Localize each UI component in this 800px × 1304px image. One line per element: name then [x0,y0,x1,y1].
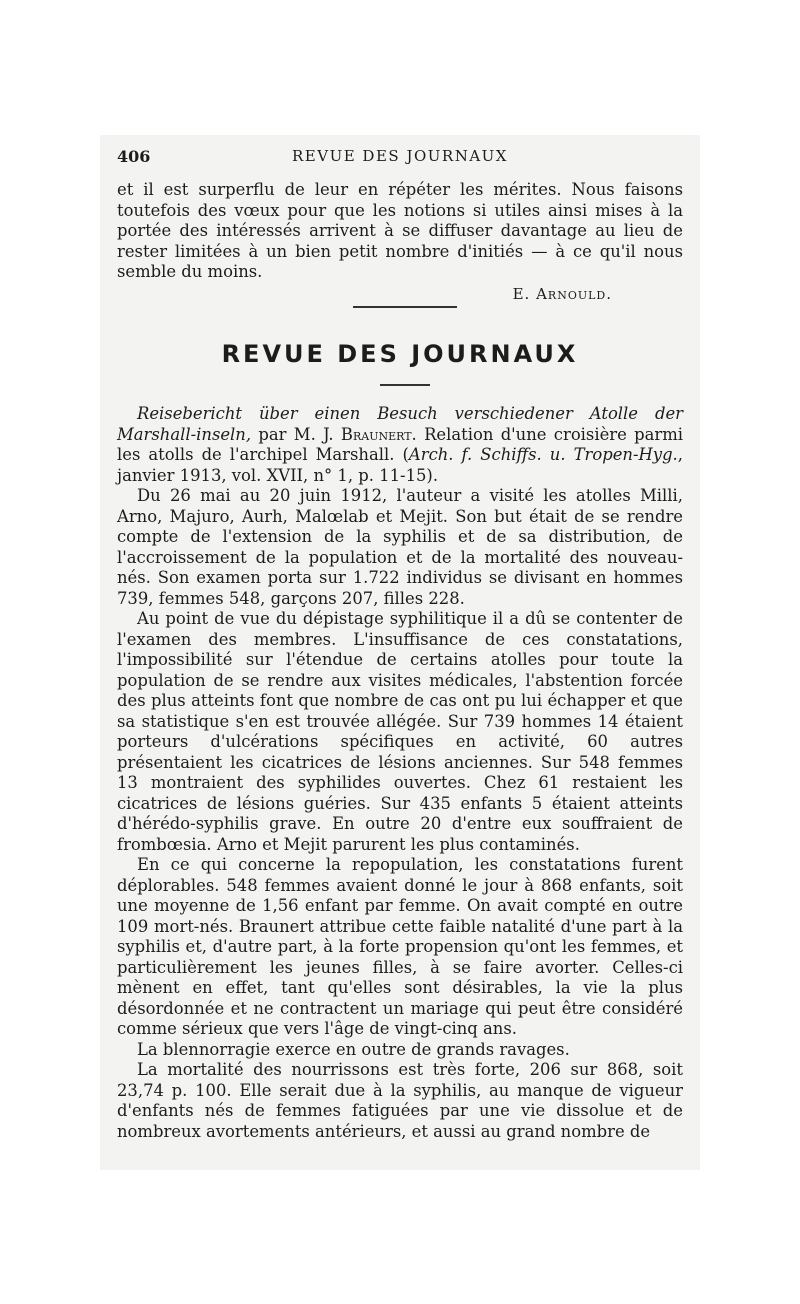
article [117,404,683,1142]
article-reference [117,404,683,486]
divider-rule [353,306,457,308]
article-paragraph: En ce qui concerne la repopulation, les constatations furent déplorables. 548 femmes avaient donné le jour à 868 enfants, soit une moyenne de 1,56 enfant par femme. On avait compté en outre 109 mort-nés. Braunert attribue cette faible natalité d'une part à la syphilis et, d'autre part, à la forte propension qu'ont les femmes, et particulièrement les jeunes filles, à se faire avorter. Celles-ci mènent en effet, tant qu'elles sont désirables, la vie la plus désordonnée et ne contractent un mariage qui peut être considéré comme sérieux que vers l'âge de vingt-cinq ans. [117,855,683,1038]
running-head [117,147,683,167]
article-paragraph: La blennorragie exerce en outre de grands ravages. [137,1039,570,1059]
article-by: par M. J. [258,424,334,444]
article-paragraph: Du 26 mai au 20 juin 1912, l'auteur a visité les atolles Milli, Arno, Majuro, Aurh, Malœlab et Mejit. Son but était de se rendre compte de l'extension de la syphilis et de sa distribution, de l'accroissement de la population et de la mortalité des nouveau-nés. Son examen porta sur 1.722 individus se divisant en hommes 739, femmes 548, garçons 207, filles 228. [117,486,683,608]
title-rule [380,384,430,386]
article-paragraph: La mortalité des nourrissons est très forte, 206 sur 868, soit 23,74 p. 100. Elle serait due à la syphilis, au manque de vigueur d'enfants nés de femmes fatiguées par une vie dissolue et de nombreux avortements antérieurs, et aussi au grand nombre de [117,1060,683,1141]
article-author: Braunert. [340,424,417,444]
article-journal: Arch. f. Schiffs. u. Tropen-Hyg. [408,445,678,464]
article-paragraph: Au point de vue du dépistage syphilitique il a dû se contenter de l'examen des membres. L'insuffisance de ces constatations, l'impossibilité sur l'étendue de certains atolles pour toute la population de se rendre aux visites médicales, l'abstention forcée des plus atteints font que nombre de cas ont pu lui échapper et que sa statistique s'en est trouvée allégée. Sur 739 hommes 14 étaient porteurs d'ulcérations spécifiques en activité, 60 autres présentaient les cicatrices de lésions anciennes. Sur 548 femmes 13 montraient des syphilides ouvertes. Chez 61 restaient les cicatrices de lésions guéries. Sur 435 enfants 5 étaient atteints d'hérédo-syphilis grave. En outre 20 d'entre eux souffraient de frombœsia. Arno et Mejit parurent les plus contaminés. [117,609,683,854]
article-title: Reisebericht über einen Besuch verschiedener Atolle der Marshall-inseln, [117,404,683,444]
article-description: Relation d'une croisière parmi les atolls de l'archipel Marshall. ( [117,424,683,464]
page-number: 406 [117,147,151,166]
running-head-title: REVUE DES JOURNAUX [292,147,508,165]
article-citation: , janvier 1913, vol. XVII, n° 1, p. 11-15). [117,445,683,485]
signature: E. Arnould. [512,285,612,303]
section-title: REVUE DES JOURNAUX [221,340,579,368]
intro-text: et il est surperflu de leur en répéter les mérites. Nous faisons toutefois des vœux pour que les notions si utiles ainsi mises à la portée des intéressés arrivent à se diffuser davantage au lieu de rester limitées à un bien petit nombre d'initiés — à ce qu'il nous semble du moins. [117,180,683,281]
intro-paragraph [117,180,683,283]
